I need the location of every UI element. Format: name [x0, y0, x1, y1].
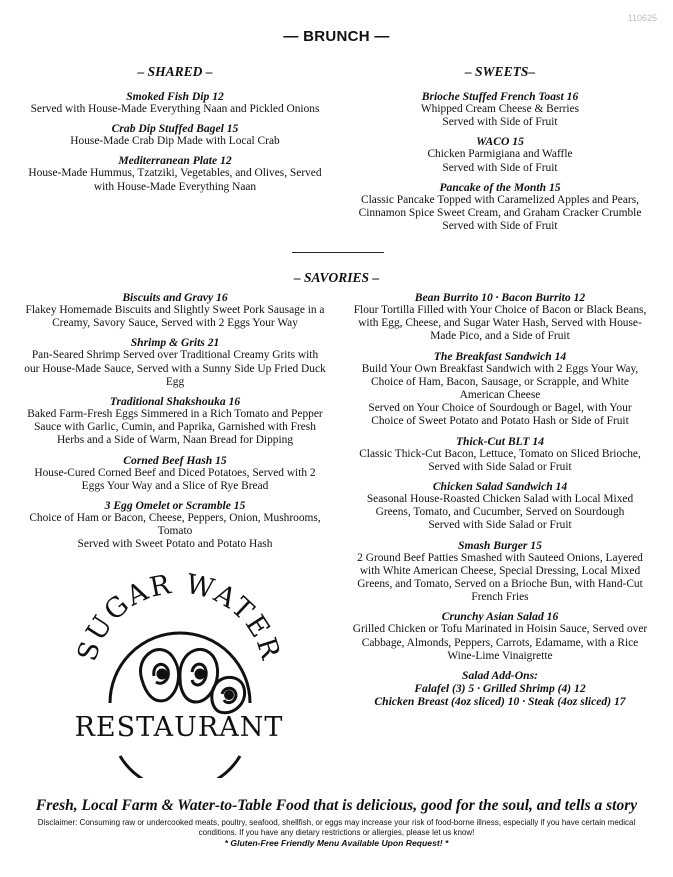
menu-item [339, 350, 661, 429]
menu-item-description: Served with Side Salad or Fruit [428, 460, 572, 473]
menu-item-description: Greens, and Tomato, Served on a Brioche Bun, with Hand-Cut [357, 578, 643, 591]
menu-item-description: Sauce with Garlic, Cumin, and Paprika, Garnished with Fresh [34, 421, 316, 434]
salad-addons [339, 669, 661, 708]
menu-item [339, 291, 661, 344]
menu-item-description: Grilled Chicken or Tofu Marinated in Hoisin Sauce, Served over [352, 623, 648, 636]
menu-item-name: 3 Egg Omelet or Scramble 15 [104, 499, 246, 513]
sweets-section [339, 64, 661, 239]
salad-addons-line: Falafel (3) 5 · Grilled Shrimp (4) 12 [414, 682, 586, 696]
menu-item-description: Flour Tortilla Filled with Your Choice of Bacon or Black Beans, [353, 304, 647, 316]
menu-item-description: Flakey Homemade Biscuits and Slightly Sweet Pork Sausage in a [25, 304, 325, 316]
salad-addons-heading: Salad Add-Ons: [462, 669, 538, 683]
menu-item [14, 122, 336, 148]
menu-item-name: WACO 15 [476, 135, 524, 149]
menu-item-description: Seasonal House-Roasted Chicken Salad with Local Mixed [366, 493, 634, 506]
menu-item-description: Egg [165, 375, 185, 388]
menu-item-name: Smash Burger 15 [458, 538, 542, 552]
menu-item-description: Classic Pancake Topped with Caramelized Apples and Pears, [361, 193, 639, 206]
logo-graphic [74, 568, 284, 778]
menu-item-description: House-Cured Corned Beef and Diced Potatoes, Served with 2 [34, 466, 316, 479]
logo-top-text: SUGAR WATER [74, 568, 284, 665]
menu-item-description: American Cheese [459, 389, 541, 402]
menu-item [14, 395, 336, 448]
menu-item-name: Mediterranean Plate 12 [118, 154, 232, 168]
menu-item-description: Greens, Tomato, and Cucumber, Served on Sourdough [375, 506, 625, 519]
menu-item-description: House-Made Crab Dip Made with Local Crab [70, 135, 280, 148]
savories-left-items [14, 291, 336, 552]
menu-item [14, 291, 336, 330]
menu-item-name: Bean Burrito 10 · Bacon Burrito 12 [414, 291, 586, 304]
menu-item-description: Herbs and a Side of Warm, Naan Bread for Dipping [56, 434, 294, 447]
menu-item-name: Pancake of the Month 15 [439, 180, 561, 194]
menu-item-description: Served with House-Made Everything Naan and Pickled Onions [30, 103, 320, 115]
menu-item [339, 539, 661, 605]
menu-item [339, 90, 661, 129]
menu-item-description: with White American Cheese, Special Dressing, Local Mixed [359, 564, 641, 577]
menu-item [339, 480, 661, 533]
savories-heading: – SAVORIES – [293, 270, 380, 285]
logo-bottom-text: RESTAURANT [74, 712, 284, 743]
disclaimer-line: Disclaimer: Consuming raw or undercooked meats, poultry, seafood, shellfish, or eggs may increase your risk of food-borne illness, especially if you have certain medical [37, 818, 636, 827]
menu-item-name: Biscuits and Gravy 16 [122, 291, 228, 304]
menu-item-description: Cinnamon Spice Sweet Cream, and Graham Cracker Crumble [358, 207, 642, 220]
savories-right [339, 291, 661, 708]
menu-item-description: with House-Made Everything Naan [93, 180, 257, 193]
menu-item-description: 2 Ground Beef Patties Smashed with Sauteed Onions, Layered [357, 551, 643, 564]
menu-item-description: Choice of Ham or Bacon, Cheese, Peppers, Onion, Mushrooms, [29, 512, 321, 525]
menu-item-description: Served with Sweet Potato and Potato Hash [77, 538, 273, 551]
menu-item-name: The Breakfast Sandwich 14 [433, 349, 567, 363]
menu-item-description: Served with Side of Fruit [442, 220, 558, 233]
menu-item [14, 336, 336, 389]
salad-addons-line: Chicken Breast (4oz sliced) 10 · Steak (4oz sliced) 17 [374, 695, 626, 709]
menu-item [14, 499, 336, 552]
menu-item-description: Choice of Sweet Potato and Potato Hash or Side of Fruit [371, 415, 629, 428]
menu-item-description: Whipped Cream Cheese & Berries [420, 103, 580, 115]
section-divider [292, 252, 384, 253]
menu-item-description: Pan-Seared Shrimp Served over Traditional Creamy Grits with [31, 349, 319, 362]
restaurant-logo [74, 568, 284, 778]
menu-item-description: Classic Thick-Cut Bacon, Lettuce, Tomato on Sliced Brioche, [359, 447, 641, 460]
menu-item-description: Cabbage, Almonds, Peppers, Carrots, Edamame, with a Rice [361, 636, 639, 649]
menu-item [14, 454, 336, 493]
menu-item-description: Eggs Your Way and a Slice of Rye Bread [81, 479, 269, 492]
menu-item-name: Corned Beef Hash 15 [123, 453, 227, 467]
menu-item [14, 90, 336, 116]
menu-title: — BRUNCH — [283, 28, 390, 45]
menu-item-description: Served with Side of Fruit [442, 116, 558, 129]
shared-items [14, 90, 336, 194]
menu-item-description: Wine-Lime Vinaigrette [447, 649, 553, 662]
menu-item [339, 610, 661, 663]
shared-section [14, 64, 336, 200]
menu-item-name: Thick-Cut BLT 14 [455, 434, 545, 448]
oyster-icon [140, 649, 244, 712]
menu-item [339, 135, 661, 174]
menu-item-description: our House-Made Sauce, Served with a Sunny Side Up Fried Duck [24, 362, 326, 375]
document-code: 110625 [627, 13, 657, 23]
menu-item-description: with Egg, Cheese, and Sugar Water Hash, Served with House- [358, 317, 642, 330]
menu-item [339, 435, 661, 474]
menu-item-name: Smoked Fish Dip 12 [126, 90, 224, 103]
disclaimer [0, 818, 673, 838]
menu-item-description: Baked Farm-Fresh Eggs Simmered in a Rich Tomato and Pepper [27, 408, 323, 421]
menu-item-name: Crunchy Asian Salad 16 [441, 610, 559, 624]
logo-circle-bottom [120, 756, 240, 778]
menu-item-name: Chicken Salad Sandwich 14 [432, 480, 568, 494]
menu-item [14, 154, 336, 193]
menu-item [339, 181, 661, 234]
sweets-items [339, 90, 661, 233]
shared-heading: – SHARED – [137, 64, 213, 79]
menu-item-description: Choice of Ham, Bacon, Sausage, or Scrapple, and White [371, 375, 629, 388]
menu-item-name: Crab Dip Stuffed Bagel 15 [111, 122, 239, 136]
menu-item-description: Served with Side of Fruit [442, 161, 558, 174]
menu-item-description: Served on Your Choice of Sourdough or Bagel, with Your [368, 402, 632, 415]
gluten-free-note: * Gluten-Free Friendly Menu Available Upon Request! * [224, 838, 449, 848]
menu-item-description: Made Pico, and a Side of Fruit [430, 330, 570, 343]
menu-item-description: Chicken Parmigiana and Waffle [427, 148, 573, 161]
menu-item-name: Shrimp & Grits 21 [130, 336, 220, 350]
menu-item-name: Traditional Shakshouka 16 [109, 395, 241, 409]
menu-item-description: Tomato [157, 525, 193, 538]
menu-item-description: Creamy, Savory Sauce, Served with 2 Eggs Your Way [52, 317, 298, 330]
savories-right-items [339, 291, 661, 663]
tagline: Fresh, Local Farm & Water-to-Table Food that is delicious, good for the soul, and tells a story [35, 797, 638, 814]
menu-item-description: Build Your Own Breakfast Sandwich with 2 Eggs Your Way, [361, 362, 639, 375]
savories-left [14, 291, 336, 558]
menu-item-description: House-Made Hummus, Tzatziki, Vegetables, and Olives, Served [28, 167, 322, 180]
menu-item-description: French Fries [471, 591, 529, 604]
sweets-heading: – SWEETS– [464, 64, 536, 79]
menu-item-name: Brioche Stuffed French Toast 16 [421, 90, 579, 103]
menu-item-description: Served with Side Salad or Fruit [428, 519, 572, 532]
disclaimer-line: conditions. If you have any dietary restrictions or allergies, please let us know! [198, 828, 475, 837]
